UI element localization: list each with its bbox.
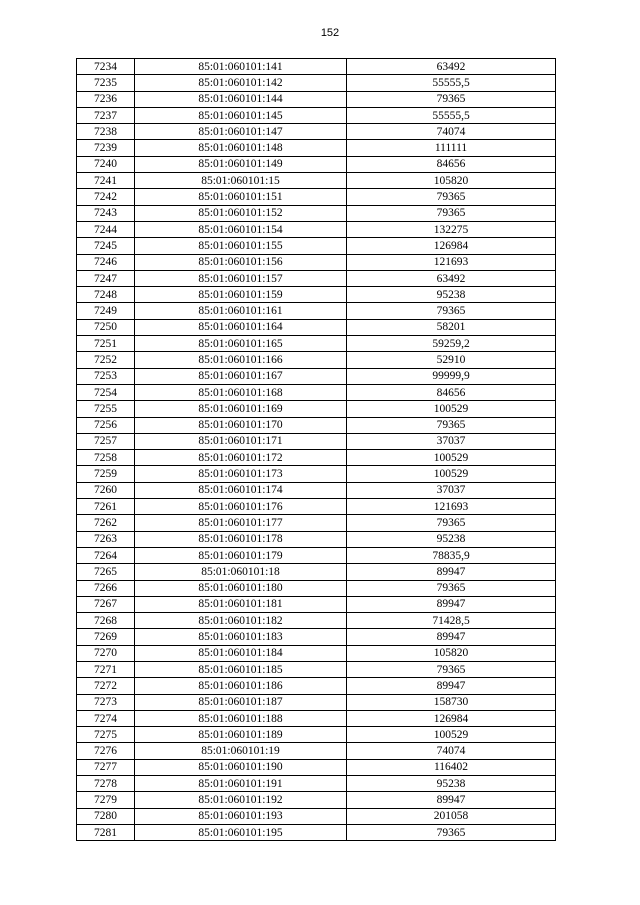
cadastral-number-cell: 85:01:060101:183 [135,629,347,645]
cadastral-number-cell: 85:01:060101:19 [135,743,347,759]
value-cell: 89947 [347,596,556,612]
table-row [77,91,556,107]
row-number-cell: 7262 [77,515,135,531]
row-number-cell: 7274 [77,710,135,726]
table-row [77,303,556,319]
value-cell: 79365 [347,189,556,205]
cadastral-number-cell: 85:01:060101:186 [135,678,347,694]
row-number-cell: 7273 [77,694,135,710]
cadastral-number-cell: 85:01:060101:172 [135,450,347,466]
table-row [77,287,556,303]
row-number-cell: 7263 [77,531,135,547]
row-number-cell: 7250 [77,319,135,335]
value-cell: 126984 [347,238,556,254]
table-row [77,564,556,580]
table-row [77,547,556,563]
value-cell: 100529 [347,466,556,482]
value-cell: 158730 [347,694,556,710]
cadastral-number-cell: 85:01:060101:165 [135,336,347,352]
cadastral-value-table [76,58,556,841]
row-number-cell: 7247 [77,270,135,286]
cadastral-number-cell: 85:01:060101:168 [135,384,347,400]
row-number-cell: 7268 [77,613,135,629]
table-row [77,531,556,547]
table-row [77,336,556,352]
value-cell: 105820 [347,645,556,661]
table-row [77,466,556,482]
cadastral-number-cell: 85:01:060101:166 [135,352,347,368]
table-row [77,221,556,237]
cadastral-number-cell: 85:01:060101:170 [135,417,347,433]
value-cell: 37037 [347,482,556,498]
cadastral-number-cell: 85:01:060101:187 [135,694,347,710]
value-cell: 63492 [347,270,556,286]
cadastral-number-cell: 85:01:060101:159 [135,287,347,303]
table-row [77,450,556,466]
row-number-cell: 7254 [77,384,135,400]
table-row [77,238,556,254]
cadastral-number-cell: 85:01:060101:145 [135,107,347,123]
row-number-cell: 7265 [77,564,135,580]
cadastral-number-cell: 85:01:060101:148 [135,140,347,156]
row-number-cell: 7239 [77,140,135,156]
row-number-cell: 7266 [77,580,135,596]
value-cell: 116402 [347,759,556,775]
value-cell: 95238 [347,531,556,547]
cadastral-number-cell: 85:01:060101:18 [135,564,347,580]
row-number-cell: 7281 [77,824,135,840]
row-number-cell: 7238 [77,124,135,140]
row-number-cell: 7279 [77,792,135,808]
row-number-cell: 7278 [77,776,135,792]
value-cell: 78835,9 [347,547,556,563]
row-number-cell: 7276 [77,743,135,759]
table-row [77,759,556,775]
cadastral-number-cell: 85:01:060101:180 [135,580,347,596]
value-cell: 201058 [347,808,556,824]
value-cell: 99999,9 [347,368,556,384]
table-row [77,173,556,189]
row-number-cell: 7264 [77,547,135,563]
cadastral-number-cell: 85:01:060101:192 [135,792,347,808]
value-cell: 55555,5 [347,75,556,91]
table-row [77,629,556,645]
table-row [77,808,556,824]
row-number-cell: 7275 [77,727,135,743]
cadastral-number-cell: 85:01:060101:144 [135,91,347,107]
cadastral-number-cell: 85:01:060101:156 [135,254,347,270]
cadastral-number-cell: 85:01:060101:185 [135,661,347,677]
table-row [77,270,556,286]
row-number-cell: 7277 [77,759,135,775]
value-cell: 79365 [347,580,556,596]
value-cell: 79365 [347,205,556,221]
table-row [77,499,556,515]
value-cell: 95238 [347,776,556,792]
table-row [77,319,556,335]
value-cell: 79365 [347,824,556,840]
table-row [77,59,556,75]
table-row [77,596,556,612]
table-row [77,515,556,531]
row-number-cell: 7280 [77,808,135,824]
value-cell: 63492 [347,59,556,75]
row-number-cell: 7251 [77,336,135,352]
cadastral-number-cell: 85:01:060101:178 [135,531,347,547]
value-cell: 79365 [347,417,556,433]
value-cell: 105820 [347,173,556,189]
table-row [77,694,556,710]
value-cell: 58201 [347,319,556,335]
value-cell: 59259,2 [347,336,556,352]
cadastral-number-cell: 85:01:060101:195 [135,824,347,840]
cadastral-number-cell: 85:01:060101:167 [135,368,347,384]
table-row [77,124,556,140]
cadastral-number-cell: 85:01:060101:179 [135,547,347,563]
cadastral-number-cell: 85:01:060101:190 [135,759,347,775]
table-row [77,140,556,156]
value-cell: 37037 [347,433,556,449]
row-number-cell: 7243 [77,205,135,221]
cadastral-number-cell: 85:01:060101:154 [135,221,347,237]
cadastral-number-cell: 85:01:060101:173 [135,466,347,482]
row-number-cell: 7244 [77,221,135,237]
value-cell: 111111 [347,140,556,156]
row-number-cell: 7269 [77,629,135,645]
row-number-cell: 7258 [77,450,135,466]
row-number-cell: 7257 [77,433,135,449]
value-cell: 74074 [347,743,556,759]
cadastral-number-cell: 85:01:060101:182 [135,613,347,629]
value-cell: 89947 [347,678,556,694]
row-number-cell: 7272 [77,678,135,694]
row-number-cell: 7256 [77,417,135,433]
value-cell: 79365 [347,91,556,107]
value-cell: 126984 [347,710,556,726]
cadastral-number-cell: 85:01:060101:141 [135,59,347,75]
row-number-cell: 7249 [77,303,135,319]
row-number-cell: 7260 [77,482,135,498]
table-row [77,384,556,400]
cadastral-number-cell: 85:01:060101:149 [135,156,347,172]
table-row [77,645,556,661]
row-number-cell: 7261 [77,499,135,515]
row-number-cell: 7246 [77,254,135,270]
value-cell: 95238 [347,287,556,303]
table-row [77,580,556,596]
table-row [77,254,556,270]
row-number-cell: 7253 [77,368,135,384]
cadastral-number-cell: 85:01:060101:193 [135,808,347,824]
row-number-cell: 7248 [77,287,135,303]
table-row [77,710,556,726]
table-row [77,678,556,694]
row-number-cell: 7234 [77,59,135,75]
table-row [77,776,556,792]
row-number-cell: 7242 [77,189,135,205]
cadastral-number-cell: 85:01:060101:188 [135,710,347,726]
table-row [77,661,556,677]
value-cell: 84656 [347,156,556,172]
cadastral-number-cell: 85:01:060101:176 [135,499,347,515]
row-number-cell: 7255 [77,401,135,417]
cadastral-number-cell: 85:01:060101:184 [135,645,347,661]
cadastral-number-cell: 85:01:060101:174 [135,482,347,498]
table-row [77,792,556,808]
table-row [77,743,556,759]
value-cell: 121693 [347,499,556,515]
row-number-cell: 7236 [77,91,135,107]
cadastral-number-cell: 85:01:060101:142 [135,75,347,91]
cadastral-number-cell: 85:01:060101:151 [135,189,347,205]
value-cell: 79365 [347,661,556,677]
cadastral-number-cell: 85:01:060101:169 [135,401,347,417]
cadastral-number-cell: 85:01:060101:15 [135,173,347,189]
row-number-cell: 7237 [77,107,135,123]
table-row [77,107,556,123]
value-cell: 71428,5 [347,613,556,629]
value-cell: 89947 [347,564,556,580]
value-cell: 74074 [347,124,556,140]
cadastral-number-cell: 85:01:060101:161 [135,303,347,319]
value-cell: 89947 [347,792,556,808]
row-number-cell: 7270 [77,645,135,661]
cadastral-number-cell: 85:01:060101:171 [135,433,347,449]
row-number-cell: 7252 [77,352,135,368]
table-row [77,727,556,743]
page-number: 152 [320,27,340,39]
table-row [77,824,556,840]
cadastral-number-cell: 85:01:060101:181 [135,596,347,612]
cadastral-number-cell: 85:01:060101:191 [135,776,347,792]
table-row [77,401,556,417]
row-number-cell: 7241 [77,173,135,189]
value-cell: 84656 [347,384,556,400]
value-cell: 79365 [347,303,556,319]
table-row [77,156,556,172]
cadastral-number-cell: 85:01:060101:152 [135,205,347,221]
value-cell: 132275 [347,221,556,237]
row-number-cell: 7240 [77,156,135,172]
table-row [77,75,556,91]
row-number-cell: 7259 [77,466,135,482]
table-row [77,482,556,498]
value-cell: 100529 [347,401,556,417]
table-row [77,205,556,221]
value-cell: 100529 [347,450,556,466]
cadastral-number-cell: 85:01:060101:155 [135,238,347,254]
cadastral-number-cell: 85:01:060101:147 [135,124,347,140]
value-cell: 121693 [347,254,556,270]
row-number-cell: 7267 [77,596,135,612]
row-number-cell: 7235 [77,75,135,91]
cadastral-number-cell: 85:01:060101:164 [135,319,347,335]
cadastral-number-cell: 85:01:060101:189 [135,727,347,743]
value-cell: 55555,5 [347,107,556,123]
row-number-cell: 7245 [77,238,135,254]
table-row [77,189,556,205]
table-row [77,613,556,629]
value-cell: 52910 [347,352,556,368]
table-row [77,352,556,368]
value-cell: 100529 [347,727,556,743]
table-row [77,417,556,433]
table-row [77,368,556,384]
cadastral-number-cell: 85:01:060101:157 [135,270,347,286]
table-row [77,433,556,449]
value-cell: 89947 [347,629,556,645]
value-cell: 79365 [347,515,556,531]
cadastral-number-cell: 85:01:060101:177 [135,515,347,531]
table-body [77,59,556,841]
row-number-cell: 7271 [77,661,135,677]
